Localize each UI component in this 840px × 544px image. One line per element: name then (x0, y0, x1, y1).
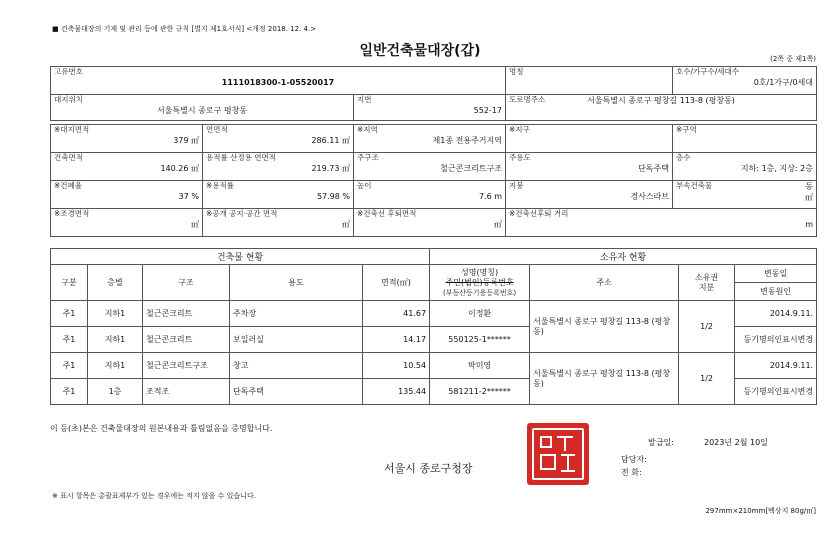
owner-status-title: 소유자 현황 (430, 249, 817, 265)
name-cell: 명칭 (506, 67, 673, 95)
issuer-name: 서울시 종로구청장 (384, 462, 473, 475)
table-row: 주1 지하1 철근콘크리트 보일러실 14.17 550125-1****** 등기명의인표시변경 (51, 327, 817, 353)
footnote: ※ 표시 항목은 총괄표제부가 있는 경우에는 적지 않을 수 있습니다. (52, 492, 256, 500)
far-cell: ※용적률 57.98 % (203, 181, 354, 209)
paper-spec: 297mm×210mm[백상지 80g/㎡] (705, 507, 816, 515)
site-location-cell: 대지위치 서울특별시 종로구 평창동 (51, 95, 354, 121)
table-row: 주1 1층 조적조 단독주택 135.44 581211-2****** 등기명의인표시변경 (51, 379, 817, 405)
official-seal-icon (527, 423, 589, 485)
setback-area-cell: ※건축선 후퇴면적 ㎡ (354, 209, 506, 237)
district-cell: ※지구 (506, 125, 673, 153)
unique-no-cell: 고유번호 1111018300-1-05520017 (51, 67, 506, 95)
col-use: 용도 (230, 265, 363, 301)
roof-cell: 지붕 경사스라브 (506, 181, 673, 209)
road-address-cell: 도로명주소 서울특별시 종로구 평창길 113-8 (평창동) (506, 95, 817, 121)
open-space-cell: ※공개 공지·공간 면적 ㎡ (203, 209, 354, 237)
household-cell: 호수/가구수/세대수 0호/1가구/0세대 (673, 67, 817, 95)
certification-text: 이 등(초)본은 건축물대장의 원본내용과 틀림없음을 증명합니다. (50, 424, 273, 433)
col-owner: 성명(명칭) 주민(법인)등록번호 (부동산등기용등록번호) (430, 265, 530, 301)
table-row: 주1 지하1 철근콘크리트구조 창고 10.54 박미영 서울특별시 종로구 평창길 113-8 (평창동) 1/2 2014.9.11. (51, 353, 817, 379)
table-row: 주1 지하1 철근콘크리트 주차장 41.67 이정환 서울특별시 종로구 평창길 113-8 (평창동) 1/2 2014.9.11. (51, 301, 817, 327)
col-type: 구분 (51, 265, 88, 301)
landscape-cell: ※조경면적 ㎡ (51, 209, 203, 237)
zone-cell: ※지역 제1종 전용주거지역 (354, 125, 506, 153)
page-title: 일반건축물대장(갑) (359, 43, 481, 59)
sector-cell: ※구역 (673, 125, 817, 153)
building-area-cell: 건축면적 140.26 ㎡ (51, 153, 203, 181)
person-label: 담당자: (621, 455, 647, 464)
site-area-cell: ※대지면적 379 ㎡ (51, 125, 203, 153)
unique-no: 1111018300-1-05520017 (221, 78, 335, 87)
height-cell: 높이 7.6 m (354, 181, 506, 209)
status-table (50, 248, 817, 405)
total-floor-area-cell: 연면적 286.11 ㎡ (203, 125, 354, 153)
main-structure-cell: 주구조 철근콘크리트구조 (354, 153, 506, 181)
issue-date-label: 발급일: (648, 438, 674, 447)
floors-cell: 층수 지하: 1층, 지상: 2층 (673, 153, 817, 181)
page-info: (2쪽 중 제1쪽) (770, 55, 816, 63)
main-use-cell: 주용도 단독주택 (506, 153, 673, 181)
col-floor: 층별 (88, 265, 143, 301)
setback-dist-cell: ※건축선후퇴 거리 m (506, 209, 817, 237)
issue-date: 2023년 2월 10일 (704, 438, 768, 447)
col-change: 변동일 변동원인 (735, 265, 817, 301)
far-floor-area-cell: 용적률 산정용 연면적 219.73 ㎡ (203, 153, 354, 181)
regulation-note: ■ 건축물대장의 기재 및 관리 등에 관한 규칙 [별지 제1호서식] <개정 2018. 12. 4.> (52, 25, 317, 33)
lot-no-cell: 지번 552-17 (354, 95, 506, 121)
col-share: 소유권 지분 (679, 265, 735, 301)
coverage-cell: ※건폐율 37 % (51, 181, 203, 209)
col-structure: 구조 (143, 265, 230, 301)
basic-info-table (50, 66, 817, 121)
col-area: 면적(㎡) (363, 265, 430, 301)
col-address: 주소 (530, 265, 679, 301)
phone-label: 전 화: (621, 468, 642, 477)
building-status-title: 건축물 현황 (51, 249, 430, 265)
annex-cell: 부속건축물 동 ㎡ (673, 181, 817, 209)
spec-table (50, 124, 817, 237)
